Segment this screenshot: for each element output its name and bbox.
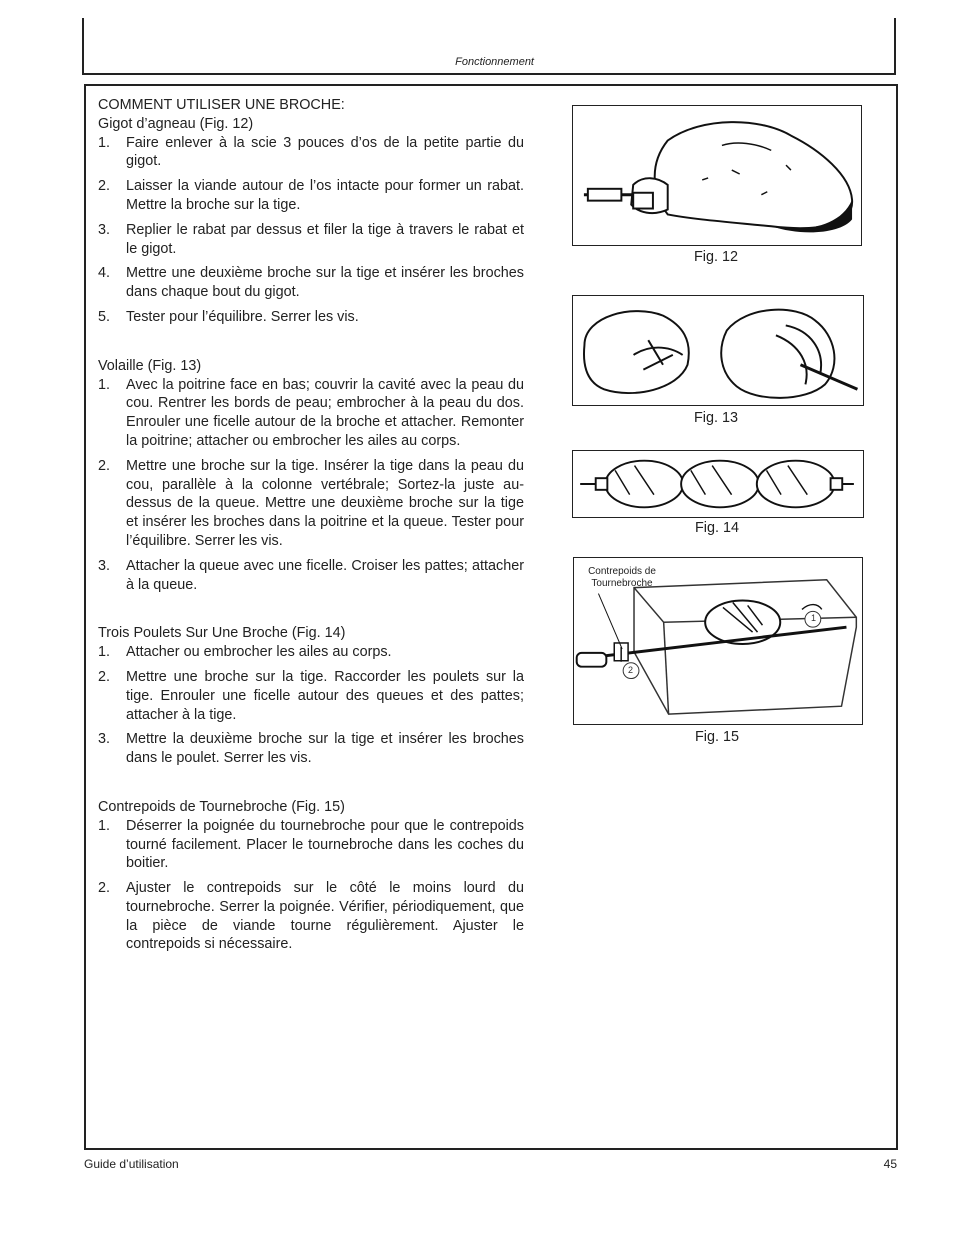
step-number: 4. [98,265,111,282]
step-text: Laisser la viande autour de l’os intacte pour former un rabat. Mettre la broche sur la tige. [126,178,524,213]
list-item [98,308,524,327]
list-item [98,817,524,873]
main-title: COMMENT UTILISER UNE BROCHE: [98,97,345,113]
step-text: Déserrer la poignée du tournebroche pour que le contrepoids tourné facilement. Placer le tournebroche dans les coches du boitier. [126,817,524,872]
header-frame [82,18,896,75]
list-item [98,376,524,451]
list-item [98,177,524,215]
counterweight-steps [98,817,524,955]
poultry-steps [98,376,524,595]
step-number: 1. [98,134,111,151]
step-text: Avec la poitrine face en bas; couvrir la cavité avec la peau du cou. Rentrer les bords de peau; embrocher à la peau du dos. Enrouler une ficelle autour de la broche et attacher. Remonter la poitrine; attacher ou embrocher les ailes au corps. [126,376,524,449]
list-item [98,643,524,662]
fig14-caption: Fig. 14 [695,520,739,536]
step-number: 2. [98,880,111,897]
page-number: 45 [883,1157,897,1171]
step-number: 1. [98,644,111,661]
instructions-column [98,96,524,960]
step-text: Tester pour l’équilibre. Serrer les vis. [126,308,359,325]
content-frame [84,84,898,1150]
list-item [98,879,524,954]
step-text: Ajuster le contrepoids sur le côté le moins lourd du tournebroche. Serrer la poignée. Vérifier, périodiquement, que la pièce de viande tourne régulièrement. Ajuster le contrepoids si nécessaire. [126,880,524,953]
step-text: Mettre une deuxième broche sur la tige et insérer les broches dans chaque bout du gigot. [126,265,524,301]
step-text: Faire enlever à la scie 3 pouces d’os de la petite partie du gigot. [126,134,524,170]
list-item [98,557,524,595]
list-item [98,668,524,724]
callout-2: 2 [628,665,634,675]
chickens-steps [98,643,524,768]
list-item [98,221,524,259]
fig12-caption: Fig. 12 [694,249,738,265]
step-text: Attacher ou embrocher les ailes au corps. [126,644,392,661]
fig13-caption: Fig. 13 [694,410,738,426]
lamb-title: Gigot d’agneau (Fig. 12) [98,115,254,132]
fig14-chickens-illustration [572,450,864,518]
callout-1: 1 [811,613,817,623]
step-number: 2. [98,668,111,685]
step-number: 3. [98,731,111,748]
list-item [98,264,524,302]
poultry-tying-drawing [573,296,863,405]
step-number: 2. [98,457,111,474]
step-number: 1. [98,376,111,393]
three-chickens-drawing [573,451,863,517]
fig12-lamb-illustration [572,105,862,246]
step-text: Attacher la queue avec une ficelle. Croiser les pattes; attacher à la queue. [126,557,524,593]
poultry-title: Volaille (Fig. 13) [98,357,202,374]
step-text: Replier le rabat par dessus et filer la tige à travers le rabat et le gigot. [126,221,524,257]
lamb-leg-drawing [573,106,861,245]
counterweight-label: Contrepoids de Tournebroche [588,566,656,589]
step-number: 2. [98,178,111,195]
fig13-poultry-illustration [572,295,864,406]
step-number: 3. [98,221,111,238]
lamb-steps [98,134,524,327]
list-item [98,457,524,551]
step-number: 5. [98,308,111,325]
step-number: 3. [98,557,111,574]
list-item [98,134,524,172]
section-header: Fonctionnement [455,56,534,68]
chickens-title: Trois Poulets Sur Une Broche (Fig. 14) [98,625,346,642]
step-text: Mettre une broche sur la tige. Raccorder les poulets sur la tige. Enrouler une ficelle autour des queues et des pattes; attacher à la tige. [126,668,524,723]
fig15-counterweight-illustration [573,557,863,725]
fig15-caption: Fig. 15 [695,729,739,745]
counterweight-title: Contrepoids de Tournebroche (Fig. 15) [98,798,345,815]
step-text: Mettre une broche sur la tige. Insérer la tige dans la peau du cou, parallèle à la colonne vertébrale; Sortez-la juste au-dessus de la queue. Mettre une deuxième broche sur la tige et insérer les broches dans la poitrine et la queue. Tester pour l’équilibre. Serrer les vis. [126,457,524,549]
step-number: 1. [98,817,111,834]
list-item [98,730,524,768]
step-text: Mettre la deuxième broche sur la tige et insérer les broches dans le poulet. Serrer les vis. [126,731,524,767]
footer-guide-label: Guide d’utilisation [84,1157,179,1171]
